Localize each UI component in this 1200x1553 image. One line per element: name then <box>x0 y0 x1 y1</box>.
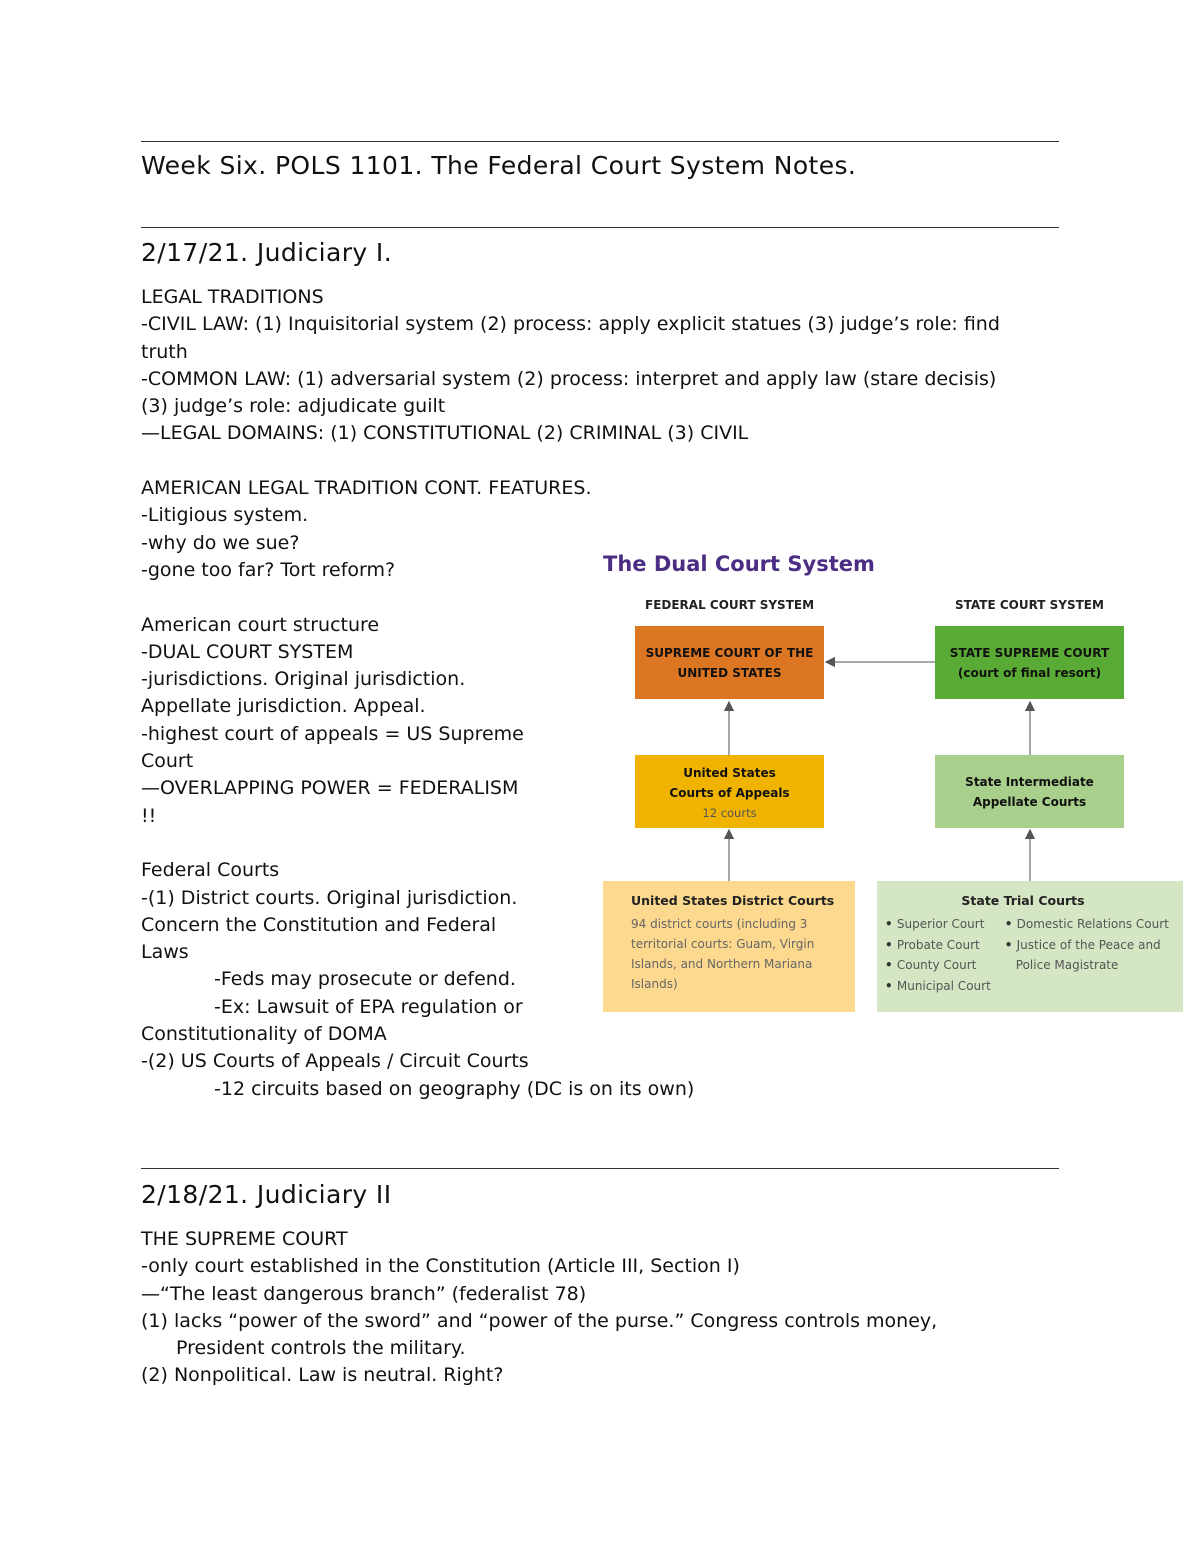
appeals-line1: United States <box>683 766 776 780</box>
state-supreme-line1: STATE SUPREME COURT <box>949 645 1110 660</box>
note-line-example: -Ex: Lawsuit of EPA regulation or <box>214 995 523 1018</box>
state-supreme-line2: (court of final resort) <box>957 665 1102 680</box>
note-line: —OVERLAPPING POWER = FEDERALISM <box>141 777 519 800</box>
note-line: American court structure <box>141 613 380 636</box>
document-title: Week Six. POLS 1101. The Federal Court System Notes. <box>141 151 857 180</box>
note-line: AMERICAN LEGAL TRADITION CONT. FEATURES. <box>141 477 592 500</box>
note-line-circuit: -(2) US Courts of Appeals / Circuit Courts <box>141 1050 529 1073</box>
trial-court-item: • Superior Court <box>885 914 991 935</box>
note-line: Concern the Constitution and Federal <box>141 913 497 936</box>
district-courts-box <box>603 881 855 1012</box>
note-line: -only court established in the Constitution (Article III, Section I) <box>141 1255 740 1278</box>
section1-heading: 2/17/21. Judiciary I. <box>141 238 393 267</box>
note-line-doma: Constitutionality of DOMA <box>141 1023 387 1046</box>
section2-heading: 2/18/21. Judiciary II <box>141 1180 392 1209</box>
state-trial-courts-box <box>877 881 1183 1012</box>
supreme-court-box <box>635 626 824 699</box>
trial-court-item: • Justice of the Peace and <box>1005 935 1169 956</box>
note-line: truth <box>141 340 188 363</box>
trial-court-item: • County Court <box>885 955 991 976</box>
note-line: Court <box>141 750 194 773</box>
state-system-label: STATE COURT SYSTEM <box>955 598 1104 612</box>
note-line: -(1) District courts. Original jurisdiction. <box>141 886 518 909</box>
trial-court-item: • Probate Court <box>885 935 991 956</box>
appeals-count: 12 courts <box>702 806 757 820</box>
note-line: -COMMON LAW: (1) adversarial system (2) process: interpret and apply law (stare decisis) <box>141 367 997 390</box>
note-line: (1) lacks “power of the sword” and “power of the purse.” Congress controls money, <box>141 1309 938 1332</box>
state-trial-title: State Trial Courts <box>961 893 1085 908</box>
note-line: (2) Nonpolitical. Law is neutral. Right? <box>141 1364 504 1387</box>
note-line: LEGAL TRADITIONS <box>141 286 324 308</box>
district-courts-title: United States District Courts <box>631 893 835 908</box>
district-courts-desc: 94 district courts (including 3 territorial courts: Guam, Virgin Islands, and Northern Mariana Islands) <box>631 917 815 991</box>
note-line: !! <box>141 804 157 827</box>
note-line: Federal Courts <box>141 859 280 882</box>
note-line: -jurisdictions. Original jurisdiction. <box>141 668 466 691</box>
note-line: -why do we sue? <box>141 531 300 554</box>
trial-courts-column-1 <box>885 914 991 996</box>
trial-courts-column-2 <box>1005 914 1169 996</box>
state-intermediate-box <box>935 755 1124 828</box>
note-line-feds: -Feds may prosecute or defend. <box>214 968 516 991</box>
note-line: -highest court of appeals = US Supreme <box>141 722 524 745</box>
state-inter-line1: State Intermediate <box>965 774 1094 789</box>
supreme-court-line2: UNITED STATES <box>677 665 782 680</box>
note-line: —“The least dangerous branch” (federalist 78) <box>141 1282 587 1305</box>
note-line: —LEGAL DOMAINS: (1) CONSTITUTIONAL (2) CRIMINAL (3) CIVIL <box>141 422 749 445</box>
state-inter-line2: Appellate Courts <box>972 794 1087 809</box>
note-line: President controls the military. <box>176 1337 466 1360</box>
trial-court-item: • Municipal Court <box>885 976 991 997</box>
note-line: Laws <box>141 941 189 964</box>
state-supreme-court-box <box>935 626 1124 699</box>
note-line: -gone too far? Tort reform? <box>141 558 396 581</box>
note-line-12-circuits: -12 circuits based on geography (DC is on its own) <box>214 1077 695 1100</box>
note-line: -DUAL COURT SYSTEM <box>141 640 354 663</box>
diagram-title: The Dual Court System <box>603 552 875 576</box>
courts-of-appeals-box <box>635 755 824 828</box>
note-line: -CIVIL LAW: (1) Inquisitorial system (2) process: apply explicit statues (3) judge’s role: find <box>141 313 1000 336</box>
note-line: Appellate jurisdiction. Appeal. <box>141 695 426 718</box>
trial-court-item: • Domestic Relations Court <box>1005 914 1169 935</box>
supreme-court-line1: SUPREME COURT OF THE <box>645 645 814 660</box>
note-line: (3) judge’s role: adjudicate guilt <box>141 395 446 418</box>
federal-system-label: FEDERAL COURT SYSTEM <box>645 598 815 612</box>
note-line: THE SUPREME COURT <box>141 1228 348 1250</box>
trial-court-item: Police Magistrate <box>1015 958 1119 972</box>
note-line: -Litigious system. <box>141 504 309 527</box>
appeals-line2: Courts of Appeals <box>669 786 790 800</box>
